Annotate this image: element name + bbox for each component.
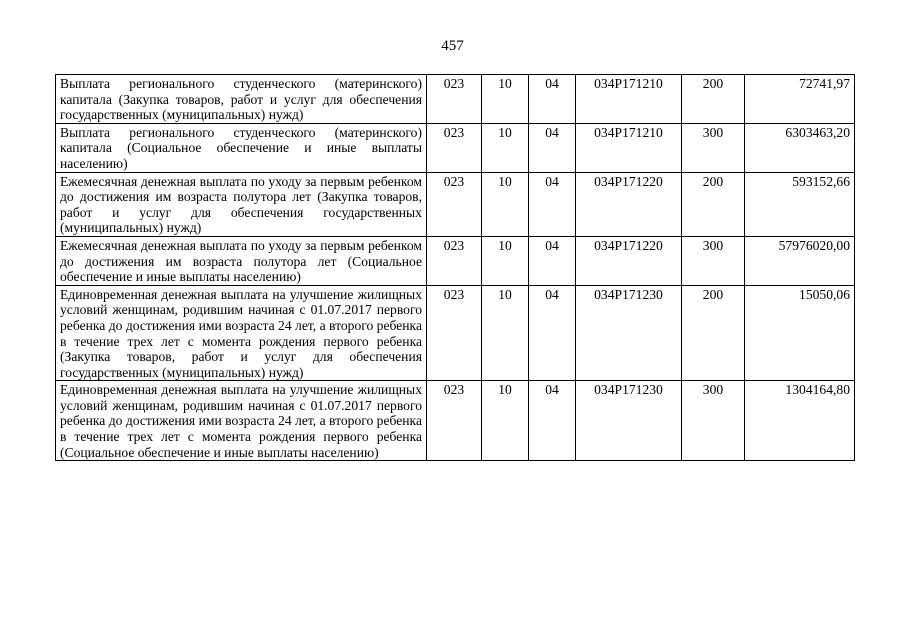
subsection-code-cell: 04 (529, 236, 576, 285)
expense-name-cell: Выплата регионального студенческого (материнского) капитала (Социальное обеспечение и иные выплаты населению) (56, 123, 427, 172)
table-row (56, 285, 855, 381)
subsection-code-cell: 04 (529, 123, 576, 172)
target-article-cell: 034P171210 (576, 123, 682, 172)
target-article-cell: 034P171210 (576, 75, 682, 124)
budget-table (55, 74, 855, 461)
table-row (56, 172, 855, 236)
table-row (56, 381, 855, 461)
subsection-code-cell: 04 (529, 75, 576, 124)
table-row (56, 123, 855, 172)
subsection-code-cell: 04 (529, 381, 576, 461)
target-article-cell: 034P171220 (576, 236, 682, 285)
ministry-code-cell: 023 (427, 236, 482, 285)
expense-name-cell: Выплата регионального студенческого (материнского) капитала (Закупка товаров, работ и услуг для обеспечения государственных (муниципальных) нужд) (56, 75, 427, 124)
expense-type-cell: 300 (682, 381, 745, 461)
target-article-cell: 034P171230 (576, 285, 682, 381)
expense-type-cell: 300 (682, 236, 745, 285)
amount-cell: 593152,66 (745, 172, 855, 236)
ministry-code-cell: 023 (427, 123, 482, 172)
target-article-cell: 034P171230 (576, 381, 682, 461)
expense-name-cell: Ежемесячная денежная выплата по уходу за первым ребенком до достижения им возраста полутора лет (Закупка товаров, работ и услуг для обеспечения государственных (муниципальных) нужд) (56, 172, 427, 236)
page-number: 457 (441, 38, 464, 54)
subsection-code-cell: 04 (529, 285, 576, 381)
target-article-cell: 034P171220 (576, 172, 682, 236)
section-code-cell: 10 (482, 123, 529, 172)
expense-name-cell: Единовременная денежная выплата на улучшение жилищных условий женщинам, родившим начиная с 01.07.2017 первого ребенка до достижения ими возраста 24 лет, а второго ребенка в течение трех лет с момента рождения первого ребенка (Закупка товаров, работ и услуг для обеспечения государственных (муниципальных) нужд) (56, 285, 427, 381)
section-code-cell: 10 (482, 236, 529, 285)
section-code-cell: 10 (482, 285, 529, 381)
section-code-cell: 10 (482, 75, 529, 124)
expense-name-cell: Единовременная денежная выплата на улучшение жилищных условий женщинам, родившим начиная с 01.07.2017 первого ребенка до достижения ими возраста 24 лет, а второго ребенка в течение трех лет с момента рождения первого ребенка (Социальное обеспечение и иные выплаты населению) (56, 381, 427, 461)
expense-type-cell: 200 (682, 285, 745, 381)
expense-name-cell: Ежемесячная денежная выплата по уходу за первым ребенком до достижения им возраста полутора лет (Социальное обеспечение и иные выплаты населению) (56, 236, 427, 285)
section-code-cell: 10 (482, 172, 529, 236)
ministry-code-cell: 023 (427, 172, 482, 236)
ministry-code-cell: 023 (427, 381, 482, 461)
expense-type-cell: 200 (682, 172, 745, 236)
amount-cell: 15050,06 (745, 285, 855, 381)
amount-cell: 6303463,20 (745, 123, 855, 172)
section-code-cell: 10 (482, 381, 529, 461)
amount-cell: 1304164,80 (745, 381, 855, 461)
subsection-code-cell: 04 (529, 172, 576, 236)
table-row (56, 75, 855, 124)
table-row (56, 236, 855, 285)
expense-type-cell: 300 (682, 123, 745, 172)
ministry-code-cell: 023 (427, 285, 482, 381)
amount-cell: 57976020,00 (745, 236, 855, 285)
expense-type-cell: 200 (682, 75, 745, 124)
ministry-code-cell: 023 (427, 75, 482, 124)
amount-cell: 72741,97 (745, 75, 855, 124)
